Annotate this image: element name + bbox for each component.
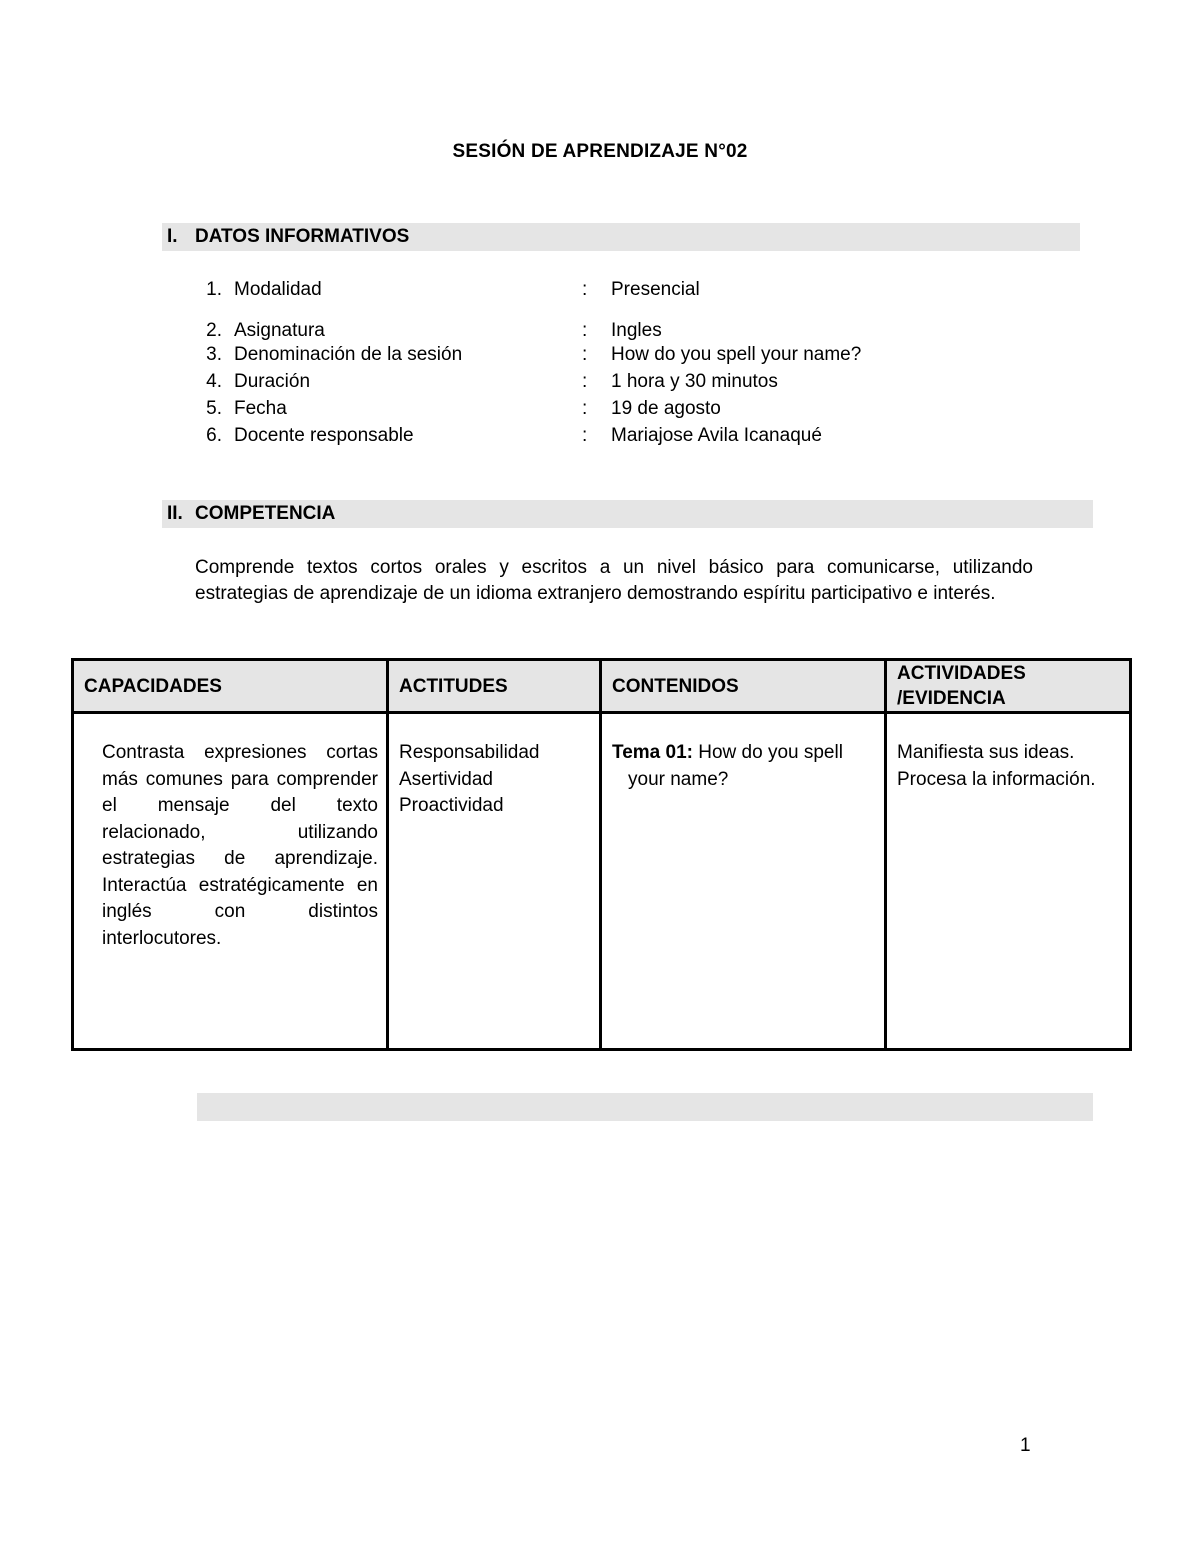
row-separator: : xyxy=(582,279,588,300)
cell-actividades xyxy=(886,713,1131,1050)
tema-text: How do you spell xyxy=(698,742,843,763)
session-table xyxy=(71,658,1132,1051)
actitud-item: Responsabilidad xyxy=(399,742,540,763)
actitud-item: Asertividad xyxy=(399,768,493,790)
header-capacidades: CAPACIDADES xyxy=(73,660,388,713)
info-row-duracion xyxy=(0,368,1200,395)
row-label: Docente responsable xyxy=(234,425,414,446)
row-separator: : xyxy=(582,425,588,446)
row-value: How do you spell your name? xyxy=(611,344,862,365)
info-row-denominacion xyxy=(0,341,1200,368)
section-title: DATOS INFORMATIVOS xyxy=(195,226,410,247)
row-number: 4. xyxy=(206,371,222,392)
section-competencia-header xyxy=(162,500,1093,528)
row-label: Modalidad xyxy=(234,279,322,300)
actividad-item: Manifiesta sus ideas. xyxy=(897,742,1075,763)
tema-text-continued: your name? xyxy=(628,768,729,790)
row-separator: : xyxy=(582,320,588,341)
info-row-modalidad xyxy=(0,276,1200,303)
page-number: 1 xyxy=(1020,1435,1031,1456)
row-number: 1. xyxy=(206,279,222,300)
competencia-text: Comprende textos cortos orales y escritos a un nivel básico para comunicarse, utilizando estrategias de aprendizaje de un idioma extranjero demostrando espíritu participativo e interés. xyxy=(195,557,1033,604)
table-row xyxy=(73,713,1131,1050)
table-header-row xyxy=(73,660,1131,713)
actividad-item: Procesa la información. xyxy=(897,768,1096,790)
row-number: 3. xyxy=(206,344,222,365)
header-actividades-line1: ACTIVIDADES xyxy=(897,663,1026,684)
row-value: Presencial xyxy=(611,279,700,300)
cell-actitudes xyxy=(388,713,601,1050)
actitud-item: Proactividad xyxy=(399,795,504,816)
row-number: 2. xyxy=(206,320,222,341)
header-contenidos: CONTENIDOS xyxy=(601,660,886,713)
row-separator: : xyxy=(582,371,588,392)
section-datos-informativos-header xyxy=(162,223,1080,251)
row-separator: : xyxy=(582,344,588,365)
cell-capacidades xyxy=(73,713,388,1050)
section-number: I. xyxy=(167,226,178,247)
row-value: Mariajose Avila Icanaqué xyxy=(611,425,822,446)
row-label: Asignatura xyxy=(234,320,325,341)
info-row-asignatura xyxy=(0,317,1200,344)
row-label: Fecha xyxy=(234,398,287,419)
row-value: 1 hora y 30 minutos xyxy=(611,371,778,392)
section-title: COMPETENCIA xyxy=(195,503,336,524)
document-title: SESIÓN DE APRENDIZAJE N°02 xyxy=(452,141,748,162)
empty-section-bar xyxy=(197,1093,1093,1121)
row-label: Denominación de la sesión xyxy=(234,344,463,365)
header-actitudes: ACTITUDES xyxy=(388,660,601,713)
header-actividades xyxy=(886,660,1131,713)
row-value: Ingles xyxy=(611,320,662,341)
info-row-fecha xyxy=(0,395,1200,422)
cell-contenidos xyxy=(601,713,886,1050)
row-separator: : xyxy=(582,398,588,419)
capacidades-text: Contrasta expresiones cortas más comunes para comprender el mensaje del texto relacionado, utilizando estrategias de aprendizaje. Interactúa estratégicamente en inglés con distintos interlocutores. xyxy=(102,742,378,949)
section-number: II. xyxy=(167,503,183,524)
tema-label: Tema 01: xyxy=(612,742,693,763)
row-number: 6. xyxy=(206,425,222,446)
row-number: 5. xyxy=(206,398,222,419)
header-actividades-line2: /EVIDENCIA xyxy=(897,688,1006,709)
info-row-docente xyxy=(0,422,1200,449)
tema-line xyxy=(612,740,876,767)
row-value: 19 de agosto xyxy=(611,398,721,419)
row-label: Duración xyxy=(234,371,311,392)
